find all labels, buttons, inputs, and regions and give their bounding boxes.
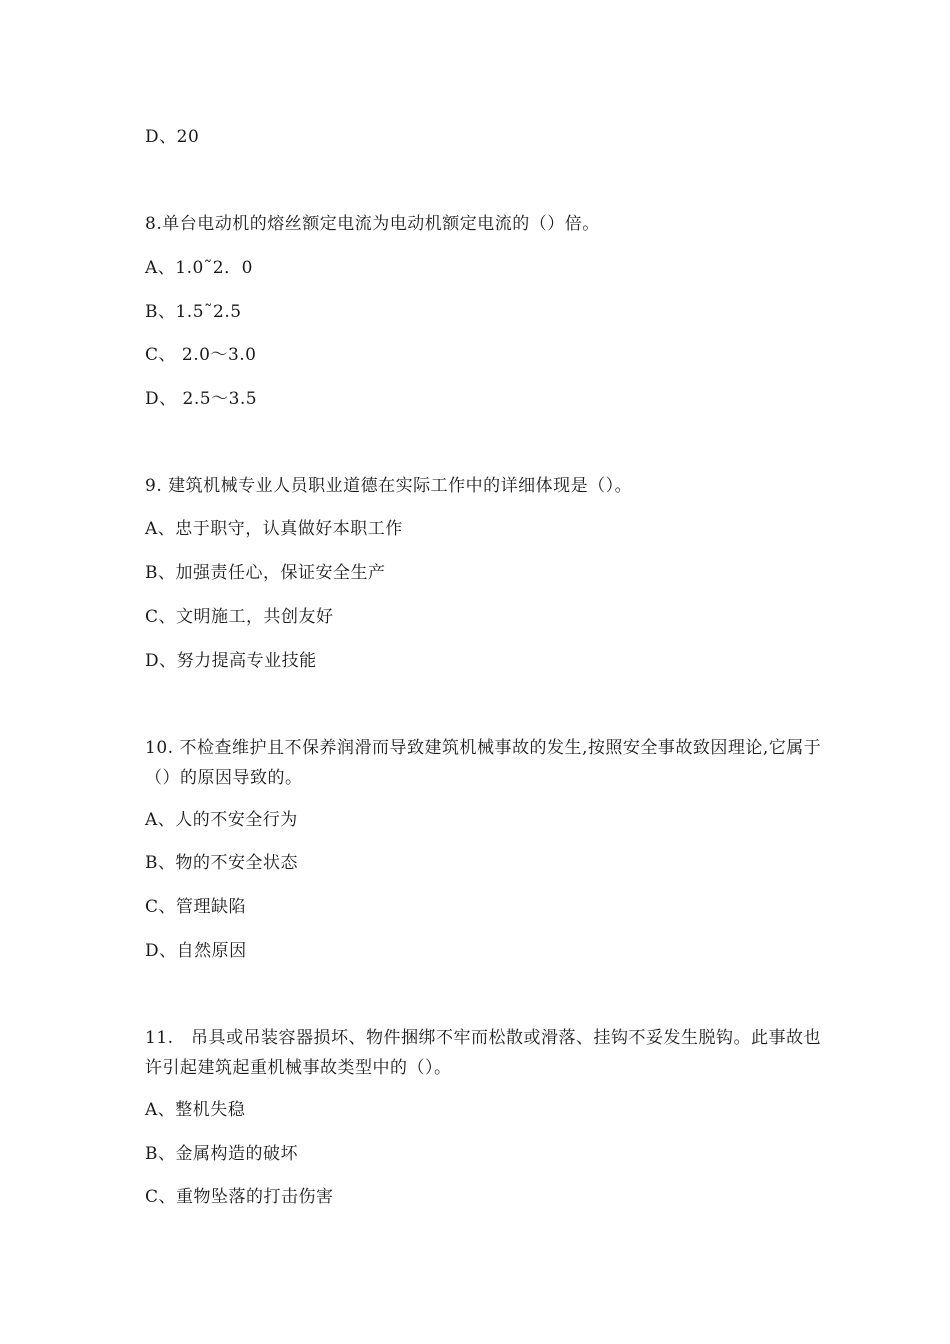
q9-option-b: B、加强责任心，保证安全生产: [145, 563, 386, 583]
q9-option-c: C、文明施工，共创友好: [145, 607, 334, 627]
q10-option-d: D、自然原因: [145, 941, 247, 961]
q8-option-b: B、1.5˜2.5: [145, 302, 242, 322]
q11-option-c: C、重物坠落的打击伤害: [145, 1187, 334, 1207]
q9-stem: 9. 建筑机械专业人员职业道德在实际工作中的详细体现是（）。: [145, 476, 633, 496]
q9-option-d: D、努力提高专业技能: [145, 651, 317, 671]
q8-option-d: D、 2.5～3.5: [145, 389, 258, 409]
q10-stem: 10. 不检查维护且不保养润滑而导致建筑机械事故的发生,按照安全事故致因理论,它属于（）的原因导致的。: [145, 738, 822, 788]
q9-option-a: A、忠于职守，认真做好本职工作: [145, 519, 403, 539]
q10-option-a: A、人的不安全行为: [145, 810, 298, 830]
q8-option-a: A、1.0˜2．0: [145, 258, 253, 278]
q7-option-d: D、20: [145, 127, 200, 147]
q11-stem: 11. 吊具或吊装容器损坏、物件捆绑不牢而松散或滑落、挂钩不妥发生脱钩。此事故也许引起建筑起重机械事故类型中的（）。: [145, 1028, 822, 1078]
q10-option-b: B、物的不安全状态: [145, 853, 298, 873]
q8-option-c: C、 2.0～3.0: [145, 345, 257, 365]
q8-stem: 8.单台电动机的熔丝额定电流为电动机额定电流的（）倍。: [145, 214, 600, 234]
q11-option-b: B、金属构造的破坏: [145, 1144, 298, 1164]
q10-option-c: C、管理缺陷: [145, 897, 247, 917]
q11-option-a: A、整机失稳: [145, 1100, 246, 1120]
